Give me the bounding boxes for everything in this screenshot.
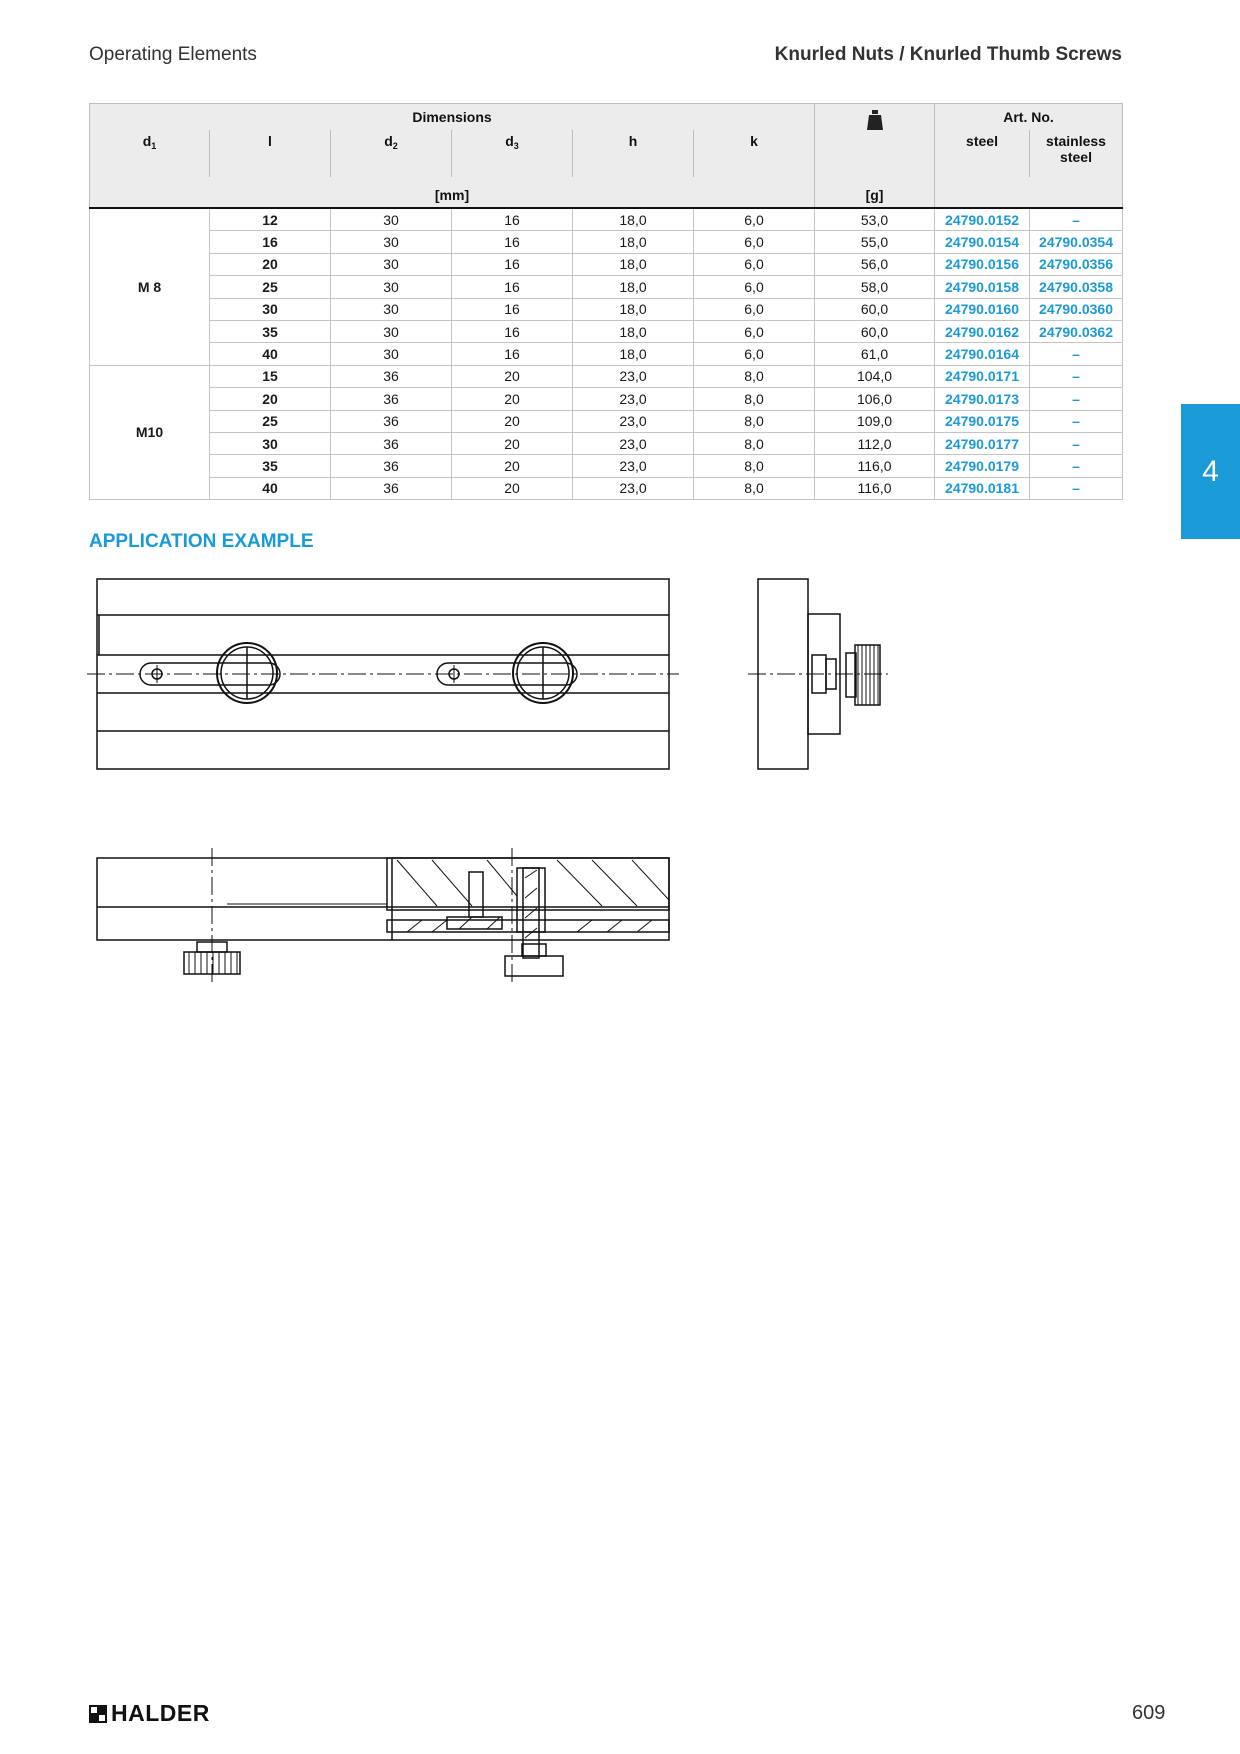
- cell-h: 23,0: [573, 410, 694, 432]
- cell-d3: 16: [452, 276, 573, 298]
- cell-d2: 30: [331, 343, 452, 365]
- cell-k: 6,0: [694, 231, 815, 253]
- table-row: [90, 343, 1123, 365]
- cell-stainless: 24790.0362: [1030, 320, 1123, 342]
- table-row: [90, 455, 1123, 477]
- col-d3: $d_3$: [452, 130, 573, 177]
- drawing-front-view: [87, 575, 687, 770]
- cell-g: 55,0: [815, 231, 935, 253]
- table-row: [90, 410, 1123, 432]
- cell-stainless: –: [1030, 432, 1123, 454]
- cell-d2: 30: [331, 231, 452, 253]
- dimensions-table: [89, 103, 1123, 500]
- table-row: [90, 365, 1123, 387]
- cell-k: 8,0: [694, 432, 815, 454]
- cell-stainless: –: [1030, 455, 1123, 477]
- cell-k: 8,0: [694, 388, 815, 410]
- cell-h: 23,0: [573, 477, 694, 499]
- cell-d2: 30: [331, 320, 452, 342]
- cell-k: 8,0: [694, 365, 815, 387]
- cell-d3: 20: [452, 410, 573, 432]
- cell-stainless: –: [1030, 477, 1123, 499]
- cell-steel: 24790.0173: [935, 388, 1030, 410]
- halder-logo-icon: [89, 1705, 107, 1723]
- col-h: h: [573, 130, 694, 177]
- cell-l: 30: [210, 432, 331, 454]
- cell-d3: 20: [452, 365, 573, 387]
- cell-k: 6,0: [694, 343, 815, 365]
- thread-size-cell: M 8: [90, 208, 210, 365]
- cell-g: 116,0: [815, 477, 935, 499]
- cell-h: 18,0: [573, 276, 694, 298]
- col-steel: steel: [935, 130, 1030, 177]
- cell-l: 25: [210, 276, 331, 298]
- cell-d2: 30: [331, 253, 452, 275]
- cell-d2: 36: [331, 365, 452, 387]
- cell-g: 109,0: [815, 410, 935, 432]
- table-row: [90, 432, 1123, 454]
- cell-d3: 20: [452, 388, 573, 410]
- application-example-title: APPLICATION EXAMPLE: [89, 531, 314, 552]
- cell-d3: 16: [452, 298, 573, 320]
- cell-k: 8,0: [694, 455, 815, 477]
- col-stainless: stainless steel: [1030, 130, 1123, 177]
- cell-steel: 24790.0175: [935, 410, 1030, 432]
- cell-steel: 24790.0156: [935, 253, 1030, 275]
- cell-d3: 16: [452, 231, 573, 253]
- cell-l: 20: [210, 388, 331, 410]
- col-d2: $d_2$: [331, 130, 452, 177]
- table-row: [90, 388, 1123, 410]
- col-k: k: [694, 130, 815, 177]
- cell-h: 23,0: [573, 388, 694, 410]
- table-row: [90, 298, 1123, 320]
- cell-d2: 36: [331, 388, 452, 410]
- cell-steel: 24790.0181: [935, 477, 1030, 499]
- cell-k: 6,0: [694, 253, 815, 275]
- cell-d2: 30: [331, 208, 452, 231]
- cell-k: 6,0: [694, 298, 815, 320]
- table-body: [90, 208, 1123, 500]
- cell-g: 106,0: [815, 388, 935, 410]
- cell-k: 8,0: [694, 477, 815, 499]
- cell-h: 23,0: [573, 365, 694, 387]
- cell-steel: 24790.0158: [935, 276, 1030, 298]
- cell-stainless: 24790.0358: [1030, 276, 1123, 298]
- cell-k: 6,0: [694, 276, 815, 298]
- col-d1: $d_1$: [90, 130, 210, 177]
- chapter-tab[interactable]: [1181, 404, 1240, 539]
- cell-steel: 24790.0160: [935, 298, 1030, 320]
- cell-l: 20: [210, 253, 331, 275]
- thread-size-cell: M10: [90, 365, 210, 499]
- cell-d3: 20: [452, 432, 573, 454]
- cell-h: 18,0: [573, 343, 694, 365]
- cell-g: 60,0: [815, 320, 935, 342]
- drawing-side-view: [748, 575, 908, 770]
- unit-mm: [mm]: [90, 177, 815, 208]
- cell-h: 18,0: [573, 320, 694, 342]
- cell-d2: 36: [331, 455, 452, 477]
- cell-d3: 16: [452, 208, 573, 231]
- cell-k: 8,0: [694, 410, 815, 432]
- cell-d3: 20: [452, 477, 573, 499]
- cell-stainless: 24790.0354: [1030, 231, 1123, 253]
- table-row: [90, 320, 1123, 342]
- cell-g: 112,0: [815, 432, 935, 454]
- cell-d3: 16: [452, 343, 573, 365]
- cell-l: 25: [210, 410, 331, 432]
- cell-h: 23,0: [573, 455, 694, 477]
- cell-stainless: 24790.0360: [1030, 298, 1123, 320]
- cell-d2: 36: [331, 432, 452, 454]
- cell-steel: 24790.0177: [935, 432, 1030, 454]
- cell-l: 30: [210, 298, 331, 320]
- dimensions-header: Dimensions: [90, 104, 815, 131]
- cell-d2: 30: [331, 276, 452, 298]
- cell-d2: 30: [331, 298, 452, 320]
- cell-d2: 36: [331, 410, 452, 432]
- cell-steel: 24790.0171: [935, 365, 1030, 387]
- unit-g: [g]: [815, 177, 935, 208]
- cell-d3: 20: [452, 455, 573, 477]
- cell-g: 61,0: [815, 343, 935, 365]
- cell-l: 12: [210, 208, 331, 231]
- cell-h: 18,0: [573, 253, 694, 275]
- cell-steel: 24790.0179: [935, 455, 1030, 477]
- cell-l: 35: [210, 320, 331, 342]
- cell-steel: 24790.0162: [935, 320, 1030, 342]
- section-title: Operating Elements: [89, 44, 257, 65]
- cell-g: 116,0: [815, 455, 935, 477]
- cell-l: 15: [210, 365, 331, 387]
- cell-stainless: –: [1030, 343, 1123, 365]
- cell-stainless: –: [1030, 208, 1123, 231]
- cell-k: 6,0: [694, 320, 815, 342]
- cell-stainless: –: [1030, 410, 1123, 432]
- cell-g: 56,0: [815, 253, 935, 275]
- table-row: [90, 276, 1123, 298]
- cell-stainless: –: [1030, 365, 1123, 387]
- col-l: l: [210, 130, 331, 177]
- cell-g: 104,0: [815, 365, 935, 387]
- cell-l: 35: [210, 455, 331, 477]
- cell-steel: 24790.0152: [935, 208, 1030, 231]
- cell-h: 23,0: [573, 432, 694, 454]
- page-number: 609: [1132, 1702, 1166, 1724]
- cell-h: 18,0: [573, 231, 694, 253]
- halder-logo: [89, 1700, 210, 1727]
- cell-k: 6,0: [694, 208, 815, 231]
- table-row: [90, 253, 1123, 275]
- cell-l: 40: [210, 343, 331, 365]
- cell-h: 18,0: [573, 208, 694, 231]
- cell-g: 58,0: [815, 276, 935, 298]
- cell-l: 40: [210, 477, 331, 499]
- cell-g: 60,0: [815, 298, 935, 320]
- chapter-tab-label: 4: [1202, 454, 1219, 488]
- cell-steel: 24790.0164: [935, 343, 1030, 365]
- table-row: [90, 231, 1123, 253]
- cell-l: 16: [210, 231, 331, 253]
- brand-name: HALDER: [111, 1700, 210, 1726]
- cell-d3: 16: [452, 253, 573, 275]
- art-no-header: Art. No.: [935, 104, 1123, 131]
- page-title: Knurled Nuts / Knurled Thumb Screws: [774, 44, 1122, 65]
- cell-d3: 16: [452, 320, 573, 342]
- unit-blank: [935, 177, 1123, 208]
- table-row: [90, 477, 1123, 499]
- cell-steel: 24790.0154: [935, 231, 1030, 253]
- cell-stainless: –: [1030, 388, 1123, 410]
- cell-d2: 36: [331, 477, 452, 499]
- drawing-section-view: [87, 848, 687, 988]
- weight-icon: [867, 110, 883, 130]
- table-row: [90, 208, 1123, 231]
- cell-g: 53,0: [815, 208, 935, 231]
- weight-header: [815, 104, 935, 178]
- cell-stainless: 24790.0356: [1030, 253, 1123, 275]
- cell-h: 18,0: [573, 298, 694, 320]
